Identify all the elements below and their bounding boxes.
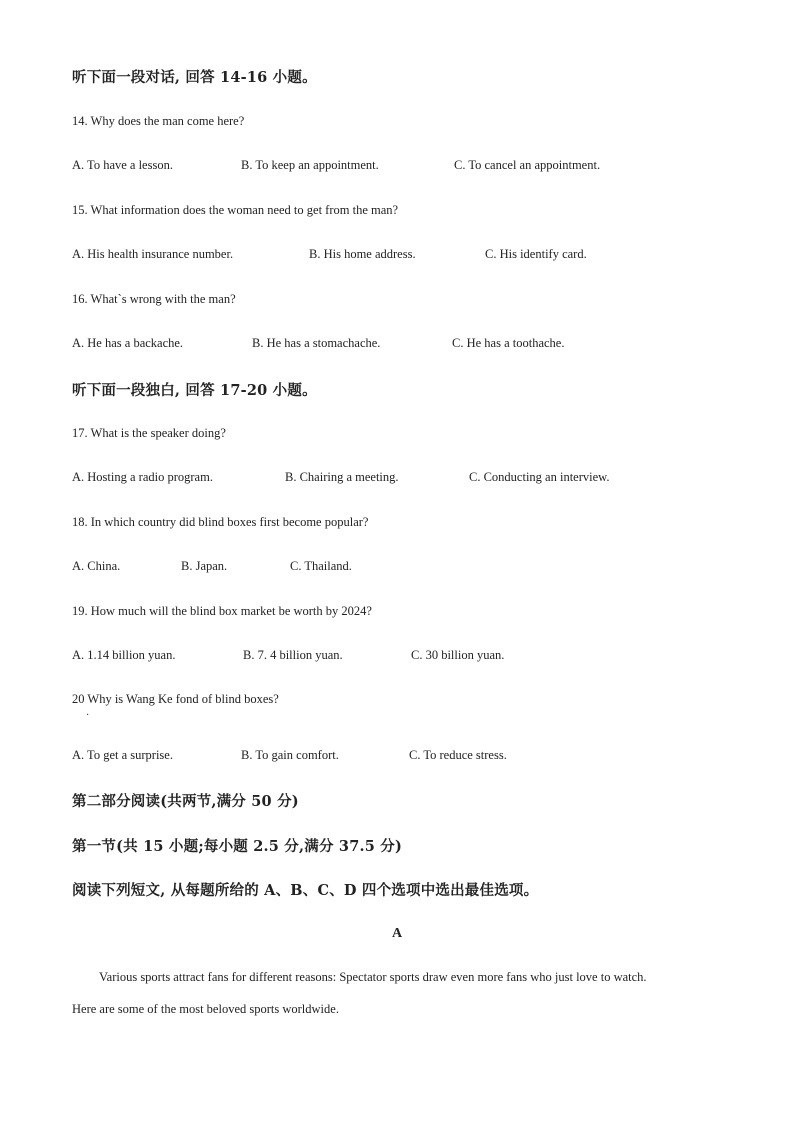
section2-heading: 听下面一段独白, 回答 17-20 小题。	[72, 382, 317, 399]
question-17: 17. What is the speaker doing?	[72, 426, 226, 440]
question-15: 15. What information does the woman need to get from the man?	[72, 203, 399, 217]
part2-heading: 第二部分阅读(共两节,满分 50 分)	[72, 793, 299, 810]
option-a: A. To get a surprise.	[72, 748, 173, 762]
option-b: B. To gain comfort.	[241, 748, 339, 762]
question-14: 14. Why does the man come here?	[72, 114, 245, 128]
option-a: A. To have a lesson.	[72, 158, 173, 172]
option-b: B. To keep an appointment.	[241, 158, 379, 172]
passage-label: A	[391, 926, 403, 941]
option-c: C. To reduce stress.	[409, 748, 507, 762]
option-a: A. He has a backache.	[72, 336, 184, 350]
option-b: B. 7. 4 billion yuan.	[243, 648, 343, 662]
option-c: C. Conducting an interview.	[469, 470, 610, 484]
option-c: C. 30 billion yuan.	[411, 648, 505, 662]
option-b: B. Chairing a meeting.	[285, 470, 399, 484]
section1-heading: 听下面一段对话, 回答 14-16 小题。	[72, 69, 317, 86]
option-a: A. 1.14 billion yuan.	[72, 648, 176, 662]
option-c: C. His identify card.	[485, 247, 587, 261]
option-c: C. Thailand.	[290, 559, 352, 573]
question-19: 19. How much will the blind box market be worth by 2024?	[72, 604, 372, 618]
option-a: A. Hosting a radio program.	[72, 470, 213, 484]
option-c: C. He has a toothache.	[452, 336, 565, 350]
option-c: C. To cancel an appointment.	[454, 158, 601, 172]
option-b: B. His home address.	[309, 247, 416, 261]
passage-line-1: Various sports attract fans for different reasons: Spectator sports draw even more fans who just love to watch.	[99, 970, 647, 984]
instruction: 阅读下列短文, 从每题所给的 A、B、C、D 四个选项中选出最佳选项。	[72, 882, 539, 899]
question-16: 16. What`s wrong with the man?	[72, 292, 236, 306]
section-heading: 第一节(共 15 小题;每小题 2.5 分,满分 37.5 分)	[72, 838, 403, 855]
question-20: 20 Why is Wang Ke fond of blind boxes?	[72, 692, 279, 706]
stray-mark: ·	[86, 710, 90, 721]
option-a: A. China.	[72, 559, 121, 573]
option-b: B. Japan.	[181, 559, 228, 573]
passage-line-2: Here are some of the most beloved sports worldwide.	[72, 1002, 339, 1016]
option-b: B. He has a stomachache.	[252, 336, 381, 350]
question-18: 18. In which country did blind boxes first become popular?	[72, 515, 369, 529]
option-a: A. His health insurance number.	[72, 247, 234, 261]
